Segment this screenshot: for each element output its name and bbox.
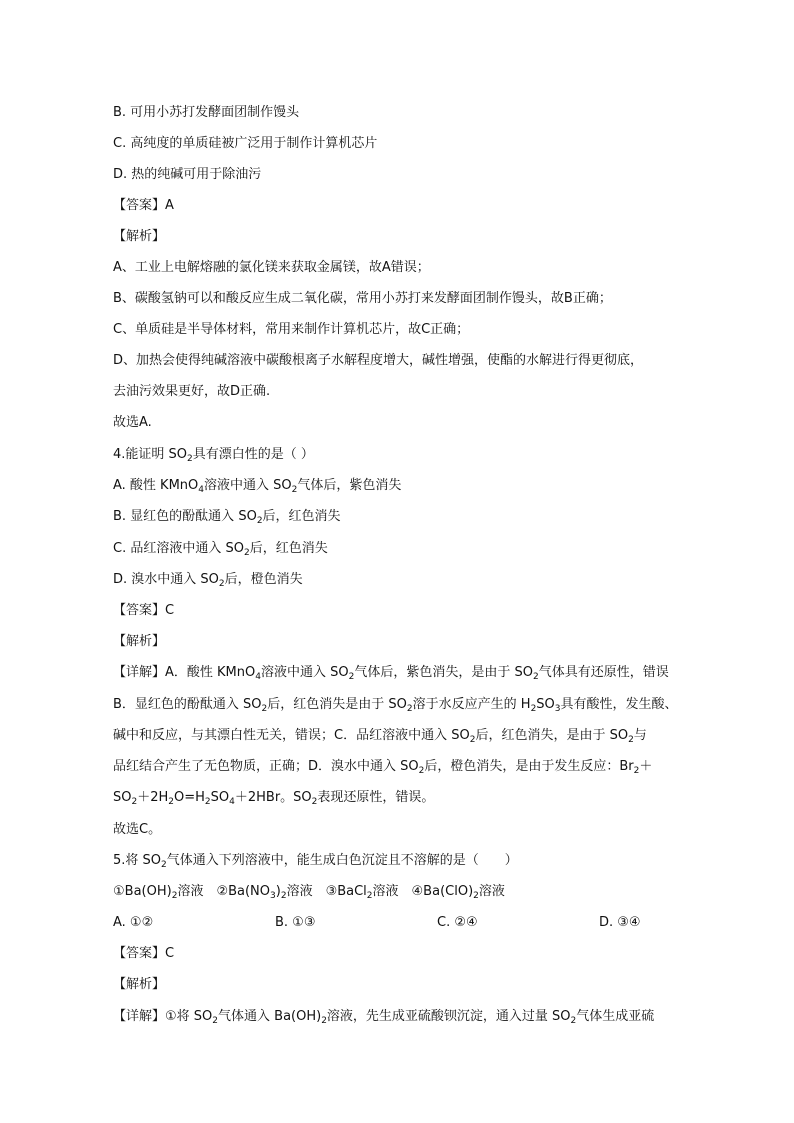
q5-choice-c: C. ②④ bbox=[437, 915, 478, 930]
q5-choice-d: D. ③④ bbox=[599, 915, 641, 930]
q3-explanation-b: B、碳酸氢钠可以和酸反应生成二氧化碳，常用小苏打来发酵面团制作馒头，故B正确； bbox=[113, 291, 612, 306]
q4-conclusion: 故选C。 bbox=[113, 822, 162, 837]
q4-option-d: D. 溴水中通入 $SO_2$后，橙色消失 bbox=[113, 572, 303, 589]
q4-option-c: C. 品红溶液中通入 $SO_2$后，红色消失 bbox=[113, 541, 328, 558]
q3-option-c: C. 高纯度的单质硅被广泛用于制作计算机芯片 bbox=[113, 136, 378, 151]
q4-option-b: B. 显红色的酚酞通入 $SO_2$后，红色消失 bbox=[113, 509, 341, 526]
q3-explanation-c: C、单质硅是半导体材料，常用来制作计算机芯片，故C正确； bbox=[113, 322, 470, 337]
q3-answer: 【答案】A bbox=[113, 198, 174, 213]
q3-explanation-a: A、工业上电解熔融的氯化镁来获取金属镁，故A错误； bbox=[113, 260, 430, 275]
q3-conclusion: 故选A. bbox=[113, 415, 152, 430]
q4-detail-line3: 碱中和反应，与其漂白性无关，错误；C．品红溶液中通入 $SO_2$后，红色消失，是由于 $SO_2$与 bbox=[113, 728, 647, 745]
q4-detail-line5: $SO_2+2H_2O=H_2SO_4+2HBr$。$SO_2$表现还原性，错误。 bbox=[113, 790, 435, 807]
q3-option-d: D. 热的纯碱可用于除油污 bbox=[113, 167, 262, 182]
q5-choice-a: A. ①② bbox=[113, 915, 154, 930]
q5-detail-line1: 【详解】①将 $SO_2$气体通入 $Ba(OH)_2$溶液，先生成亚硫酸钡沉淀，通入过量 $SO_2$气体生成亚硫 bbox=[113, 1009, 655, 1026]
q4-stem: 4.能证明 $SO_2$具有漂白性的是（ ） bbox=[113, 447, 314, 464]
q4-analysis-heading: 【解析】 bbox=[113, 634, 166, 649]
q3-explanation-d-line2: 去油污效果更好，故D正确. bbox=[113, 384, 271, 399]
q5-solutions-list: $①Ba(OH)_2$溶液 $②Ba(NO_3)_2$溶液 ③BaCl$_2$溶液 $④Ba(ClO)_2$溶液 bbox=[113, 884, 505, 901]
q4-detail-line4: 品红结合产生了无色物质，正确；D．溴水中通入 $SO_2$后，橙色消失，是由于发生反应：$Br_2+$ bbox=[113, 759, 653, 776]
q5-choice-b: B. ①③ bbox=[275, 915, 316, 930]
q5-analysis-heading: 【解析】 bbox=[113, 977, 166, 992]
q4-detail-line1: 【详解】A．酸性 KMnO$_4$溶液中通入 $SO_2$气体后，紫色消失，是由于 $SO_2$气体具有还原性，错误 bbox=[113, 665, 669, 682]
q4-option-a: A. 酸性 KMnO$_4$溶液中通入 $SO_2$气体后，紫色消失 bbox=[113, 478, 402, 495]
q4-detail-line2: B．显红色的酚酞通入 $SO_2$后，红色消失是由于 $SO_2$溶于水反应产生的 $H_2SO_3$具有酸性，发生酸、 bbox=[113, 697, 678, 714]
q3-explanation-d-line1: D、加热会使得纯碱溶液中碳酸根离子水解程度增大，碱性增强，使酯的水解进行得更彻底， bbox=[113, 353, 644, 368]
q3-analysis-heading: 【解析】 bbox=[113, 229, 166, 244]
q3-option-b: B. 可用小苏打发酵面团制作馒头 bbox=[113, 105, 300, 120]
q5-stem: 5.将 $SO_2$气体通入下列溶液中，能生成白色沉淀且不溶解的是（ ） bbox=[113, 853, 518, 870]
q4-answer: 【答案】C bbox=[113, 603, 175, 618]
q5-answer: 【答案】C bbox=[113, 946, 175, 961]
q5-choices bbox=[113, 914, 641, 932]
